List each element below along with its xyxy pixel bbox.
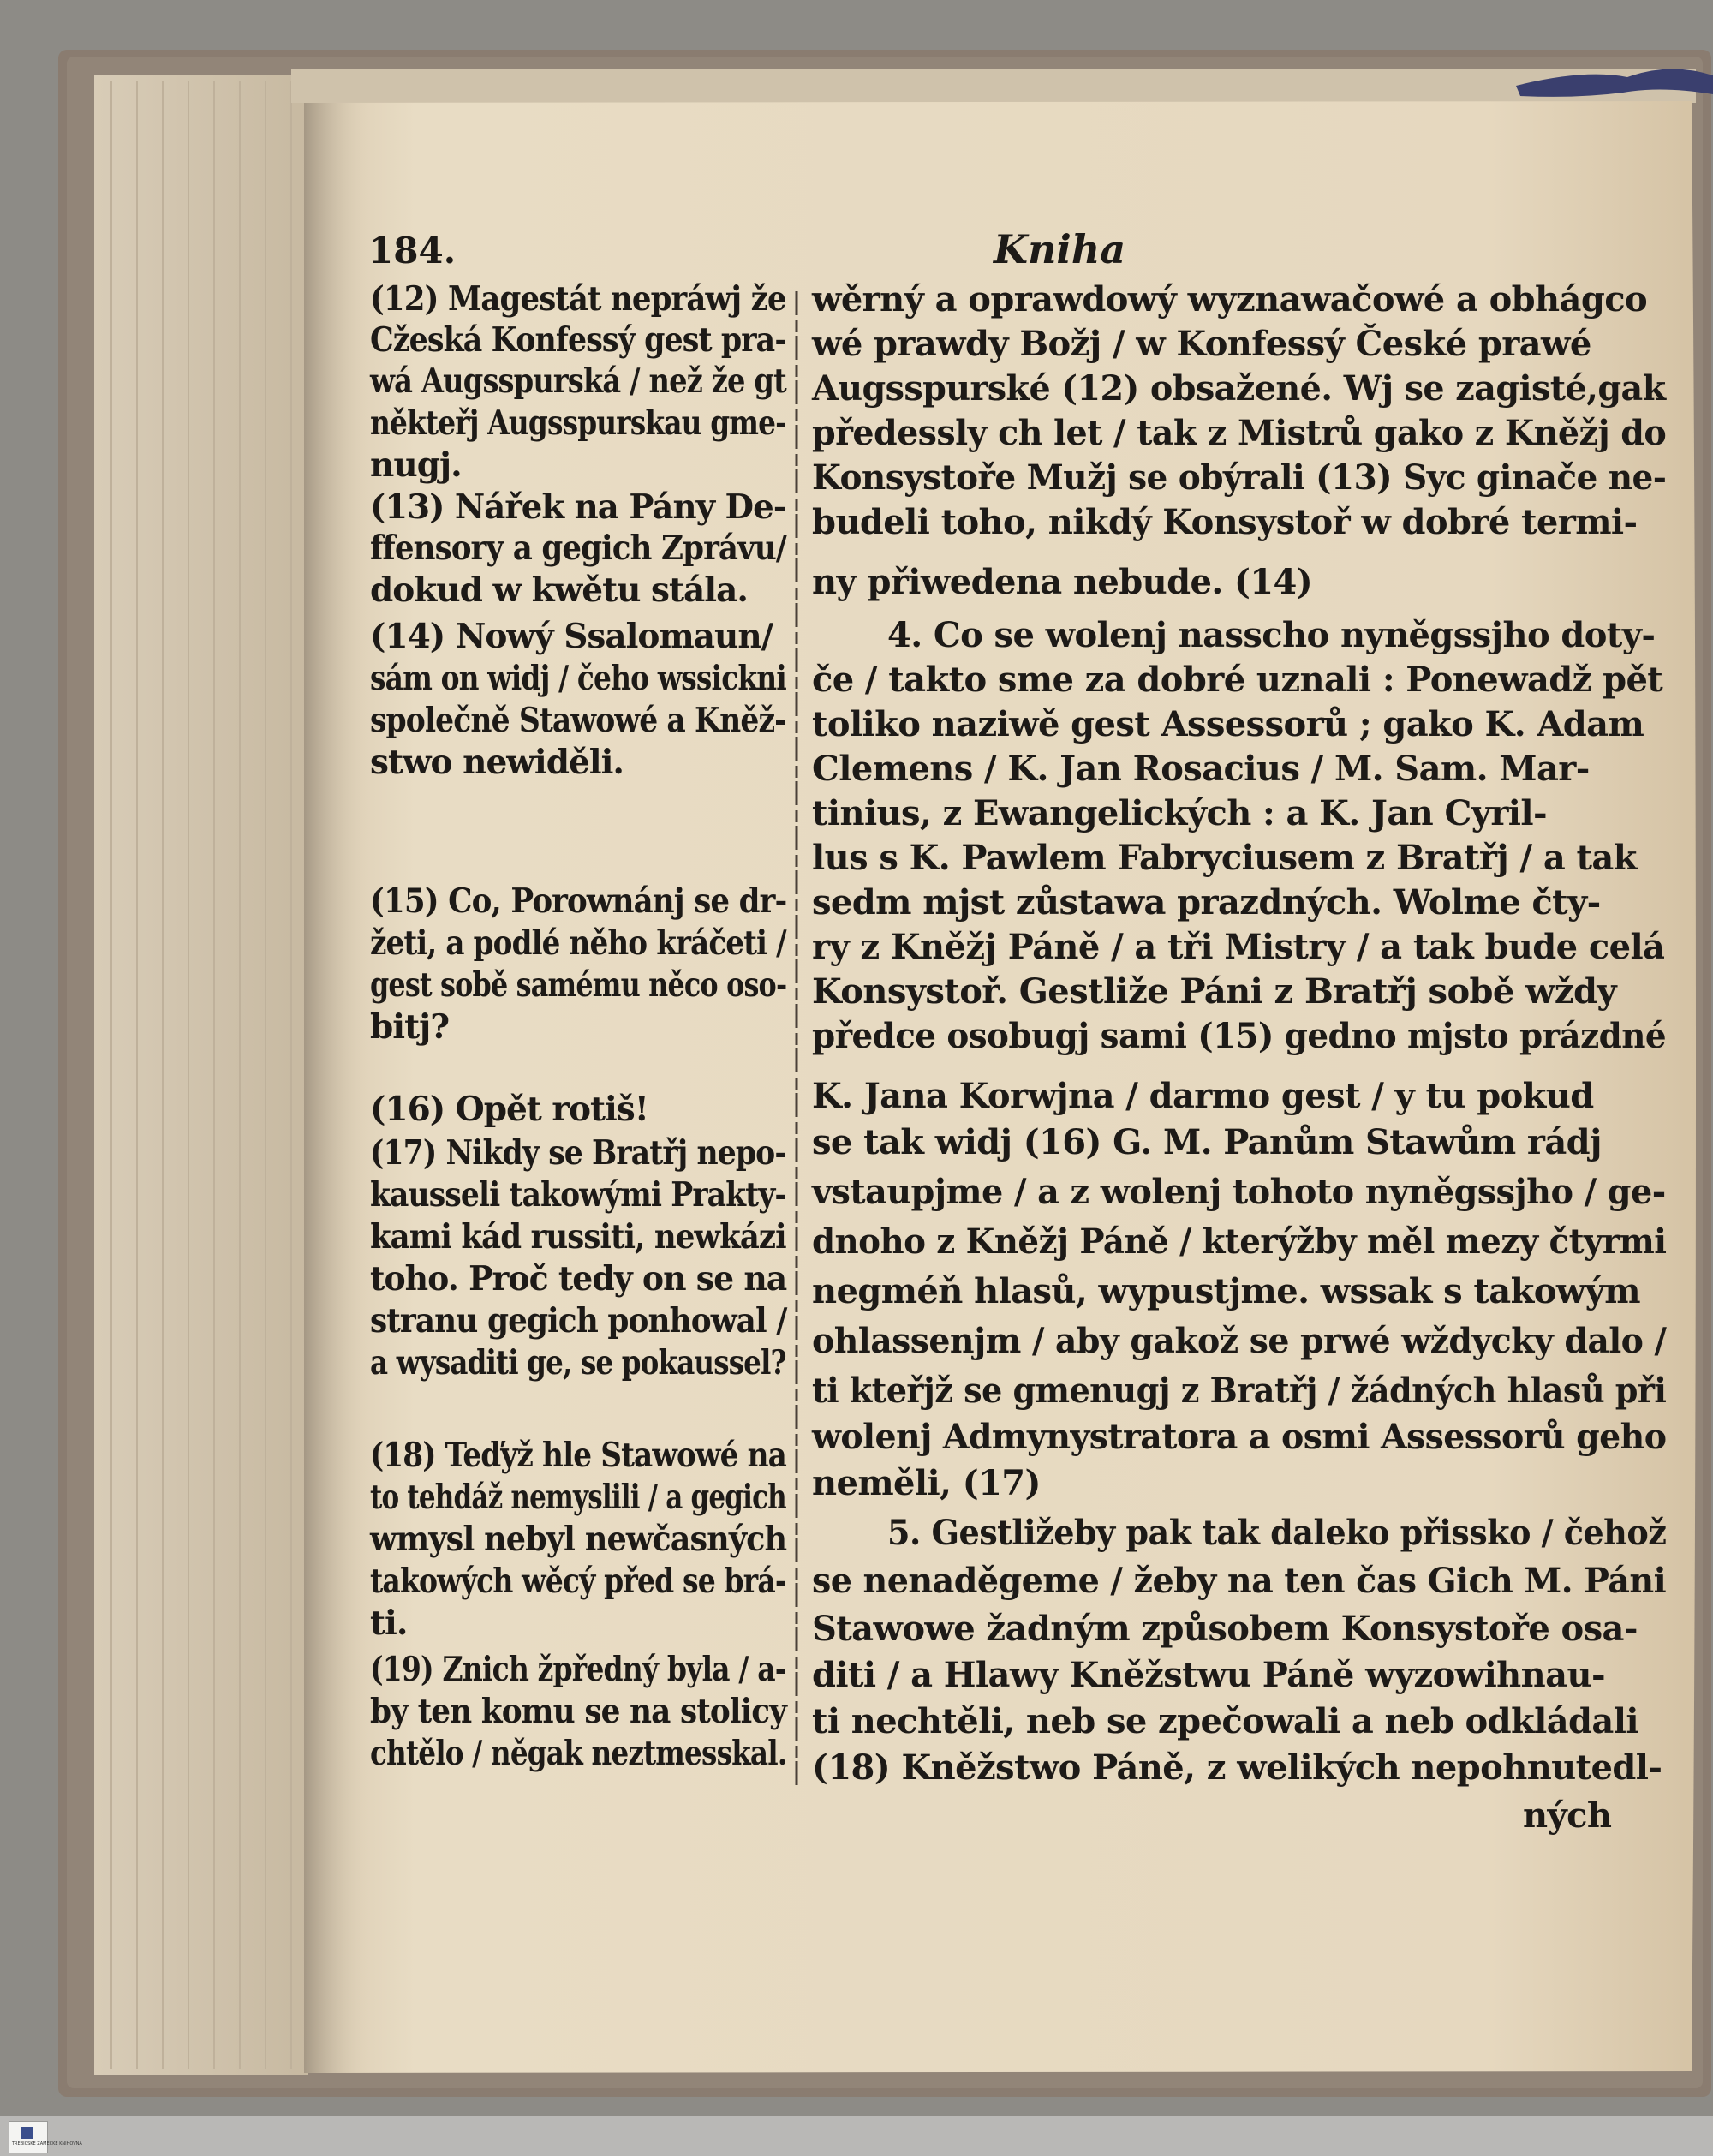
note-line: ffensory a gegich Zprávu/	[370, 529, 786, 568]
note-line: wmysl nebyl newčasných	[370, 1520, 787, 1559]
note-line: (17) Nikdy se Bratřj nepo-	[370, 1133, 786, 1173]
text-line: ohlassenjm / aby gakož se prwé wždycky dalo /	[812, 1321, 1667, 1361]
note-line: (12) Magestát nepráwj že	[370, 279, 786, 319]
note-line: Cžeská Konfessý gest pra-	[370, 320, 786, 360]
text-line: K. Jana Korwjna / darmo gest / y tu pokud	[812, 1076, 1594, 1116]
note-line: sám on widj / čeho wssickni	[370, 659, 786, 698]
text-line: Clemens / K. Jan Rosacius / M. Sam. Mar-	[812, 749, 1590, 789]
note-line: (16) Opět rotiš!	[370, 1090, 648, 1129]
note-line: (19) Znich žpředný byla / a-	[370, 1650, 786, 1689]
text-line: Stawowe žadným způsobem Konsystoře osa-	[812, 1609, 1638, 1649]
text-line: předce osobugj sami (15) gedno mjsto prázdné	[812, 1016, 1667, 1056]
note-line: (18) Teďyž hle Stawowé na	[370, 1436, 786, 1475]
text-line: wé prawdy Božj / w Konfessý České prawé	[812, 324, 1591, 364]
text-line: tinius, z Ewangelických : a K. Jan Cyril-	[812, 793, 1547, 833]
text-line: Konsystoř. Gestliže Páni z Bratřj sobě wždy	[812, 971, 1617, 1012]
page-number: 184.	[368, 230, 457, 272]
note-line: kami kád russiti, newkázi	[370, 1217, 786, 1257]
note-line: stranu gegich ponhowal /	[370, 1301, 787, 1341]
text-line: ny přiwedena nebude. (14)	[812, 562, 1313, 602]
text-line: toliko naziwě gest Assessorů ; gako K. Adam	[812, 704, 1644, 744]
text-line: če / takto sme za dobré uznali : Ponewadž pět	[812, 660, 1663, 700]
note-line: a wysaditi ge, se pokaussel?	[370, 1343, 786, 1383]
text-line: wolenj Admynystratora a osmi Assessorů geho	[812, 1417, 1667, 1457]
note-line: toho. Proč tedy on se na	[370, 1259, 787, 1299]
text-line: předessly ch let / tak z Mistrů gako z Kněžj do	[812, 413, 1667, 453]
text-line: neměli, (17)	[812, 1463, 1041, 1503]
text-line: diti / a Hlawy Kněžstwu Páně wyzowihnau-	[812, 1655, 1605, 1695]
note-line: ti.	[370, 1604, 408, 1643]
text-line: wěrný a oprawdowý wyznawačowé a obhágco	[812, 279, 1648, 320]
note-line: wá Augsspurská / než že gt	[370, 361, 786, 401]
text-line: lus s K. Pawlem Fabryciusem z Bratřj / a tak	[812, 838, 1637, 878]
note-line: (15) Co, Porownánj se dr-	[370, 881, 787, 921]
note-line: (13) Nářek na Pány De-	[370, 487, 786, 527]
library-logo-text: TŘEBÍČSKÉ ZÁMECKÉ KNIHOVNA	[12, 2141, 82, 2147]
catchword: ných	[1523, 1795, 1612, 1836]
note-line: bitj?	[370, 1007, 450, 1047]
text-line: Konsystoře Mužj se obýrali (13) Syc ginače ne-	[812, 457, 1667, 498]
text-line: sedm mjst zůstawa prazdných. Wolme čty-	[812, 882, 1601, 923]
text-line: dnoho z Kněžj Páně / kterýžby měl mezy čtyrmi	[812, 1221, 1667, 1262]
text-line: budeli toho, nikdý Konsystoř w dobré termi-	[812, 502, 1638, 542]
text-line: (18) Kněžstwo Páně, z welikých nepohnutedl-	[812, 1747, 1662, 1788]
note-line: někteřj Augsspurskau gme-	[370, 403, 786, 443]
note-line: společně Stawowé a Kněž-	[370, 701, 786, 740]
text-line: se nenaděgeme / žeby na ten čas Gich M. Páni	[812, 1561, 1667, 1601]
text-line: se tak widj (16) G. M. Panům Stawům rádj	[812, 1122, 1602, 1162]
note-line: to tehdáž nemyslili / a gegich	[370, 1478, 786, 1517]
text-line: 4. Co se wolenj nasscho nyněgssjho doty-	[887, 615, 1656, 655]
text-line: 5. Gestližeby pak tak daleko přissko / čehož	[887, 1513, 1667, 1553]
note-line: stwo newiděli.	[370, 743, 624, 782]
text-line: ry z Kněžj Páně / a tři Mistry / a tak bude celá	[812, 927, 1665, 967]
note-line: by ten komu se na stolicy	[370, 1692, 787, 1731]
note-line: chtělo / něgak neztmesskal.	[370, 1734, 787, 1773]
note-line: dokud w kwětu stála.	[370, 570, 748, 610]
note-line: kausseli takowými Prakty-	[370, 1175, 786, 1215]
running-title: Kniha	[994, 226, 1126, 272]
text-line: Augsspurské (12) obsažené. Wj se zagisté,gak	[812, 368, 1666, 409]
note-line: gest sobě samému něco oso-	[370, 965, 787, 1005]
text-line: vstaupjme / a z wolenj tohoto nyněgssjho / ge-	[812, 1172, 1666, 1212]
note-line: takowých wěcý před se brá-	[370, 1562, 786, 1601]
note-line: (14) Nowý Ssalomaun/	[370, 617, 773, 656]
text-line: ti kteřjž se gmenugj z Bratřj / žádných hlasů při	[812, 1371, 1667, 1411]
note-line: nugj.	[370, 445, 462, 485]
text-line: negméň hlasů, wypustjme. wssak s takowým	[812, 1271, 1641, 1311]
note-line: žeti, a podlé něho kráčeti /	[370, 923, 786, 963]
text-line: ti nechtěli, neb se zpečowali a neb odkládali	[812, 1701, 1638, 1741]
